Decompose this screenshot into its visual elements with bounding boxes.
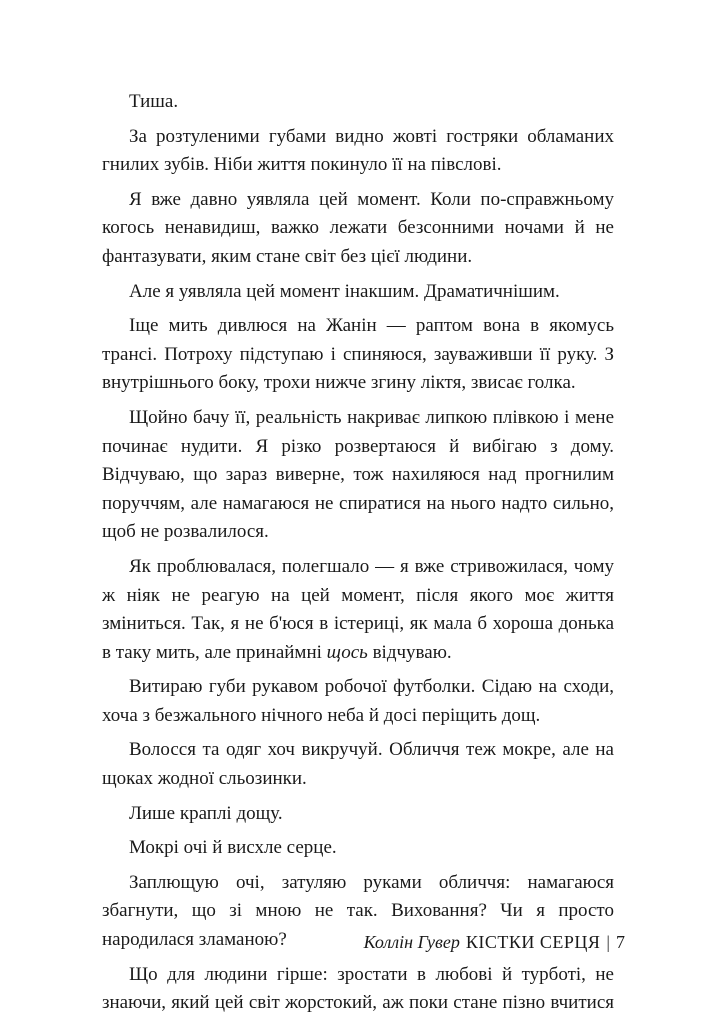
footer-separator: | — [606, 932, 610, 952]
paragraph: Іще мить дивлюся на Жанін — раптом вона в якомусь трансі. Потроху підступаю і спиняюся, зауваживши її руку. З внутрішнього боку, трохи нижче згину ліктя, звисає голка. — [102, 315, 614, 394]
paragraph: Щойно бачу її, реальність накриває липкою плівкою і мене починає нудити. Я різко розвертаюся й вибігаю з дому. Відчуваю, що зараз виверне, тож нахиляюся над прогнилим поруччям, але намагаюся не спиратися на нього надто сильно, щоб не розвалилося. — [102, 406, 614, 543]
footer-book-title: КІСТКИ СЕРЦЯ — [465, 932, 601, 952]
paragraph: Я вже давно уявляла цей момент. Коли по-справжньому когось ненавидиш, важко лежати безсонними ночами й не фантазувати, яким стане світ без цієї людини. — [102, 188, 614, 267]
paragraph: Мокрі очі й висхле серце. — [129, 837, 337, 859]
paragraph: За розтуленими губами видно жовті гостряки обламаних гнилих зубів. Ніби життя покинуло її на півслові. — [102, 125, 614, 176]
paragraph: Що для людини гірше: зростати в любові й турботі, не знаючи, який цей світ жорстокий, аж поки стане пізно вчитися — [102, 963, 614, 1014]
paragraph-text: відчуваю. — [367, 641, 452, 663]
running-footer — [364, 930, 625, 954]
page-number: 7 — [616, 932, 625, 952]
paragraph: Волосся та одяг хоч викручуй. Обличчя теж мокре, але на щоках жодної сльозинки. — [102, 739, 614, 790]
paragraph: Витираю губи рукавом робочої футболки. Сідаю на сходи, хоча з безжального нічного неба й досі періщить дощ. — [102, 676, 614, 726]
footer-author: Коллін Гувер — [363, 932, 460, 952]
emphasis-text: щось — [326, 641, 368, 663]
paragraph — [102, 553, 614, 667]
paragraph: Заплющую очі, затуляю руками обличчя: намагаюся збагнути, що зі мною не так. Виховання? Чи я просто народилася зламаною? — [102, 871, 614, 951]
paragraph: Лише краплі дощу. — [129, 802, 283, 824]
paragraph: Тиша. — [129, 91, 179, 112]
body-text — [102, 88, 614, 1018]
paragraph: Але я уявляла цей момент інакшим. Драматичнішим. — [129, 280, 560, 302]
paragraph-text: Як проблювалася, полегшало — я вже стривожилася, чому ж ніяк не реагую на цей момент, після якого моє життя зміниться. Так, я не б'юся в істериці, як мала б хороша донька в таку мить, але принаймні — [102, 555, 614, 663]
